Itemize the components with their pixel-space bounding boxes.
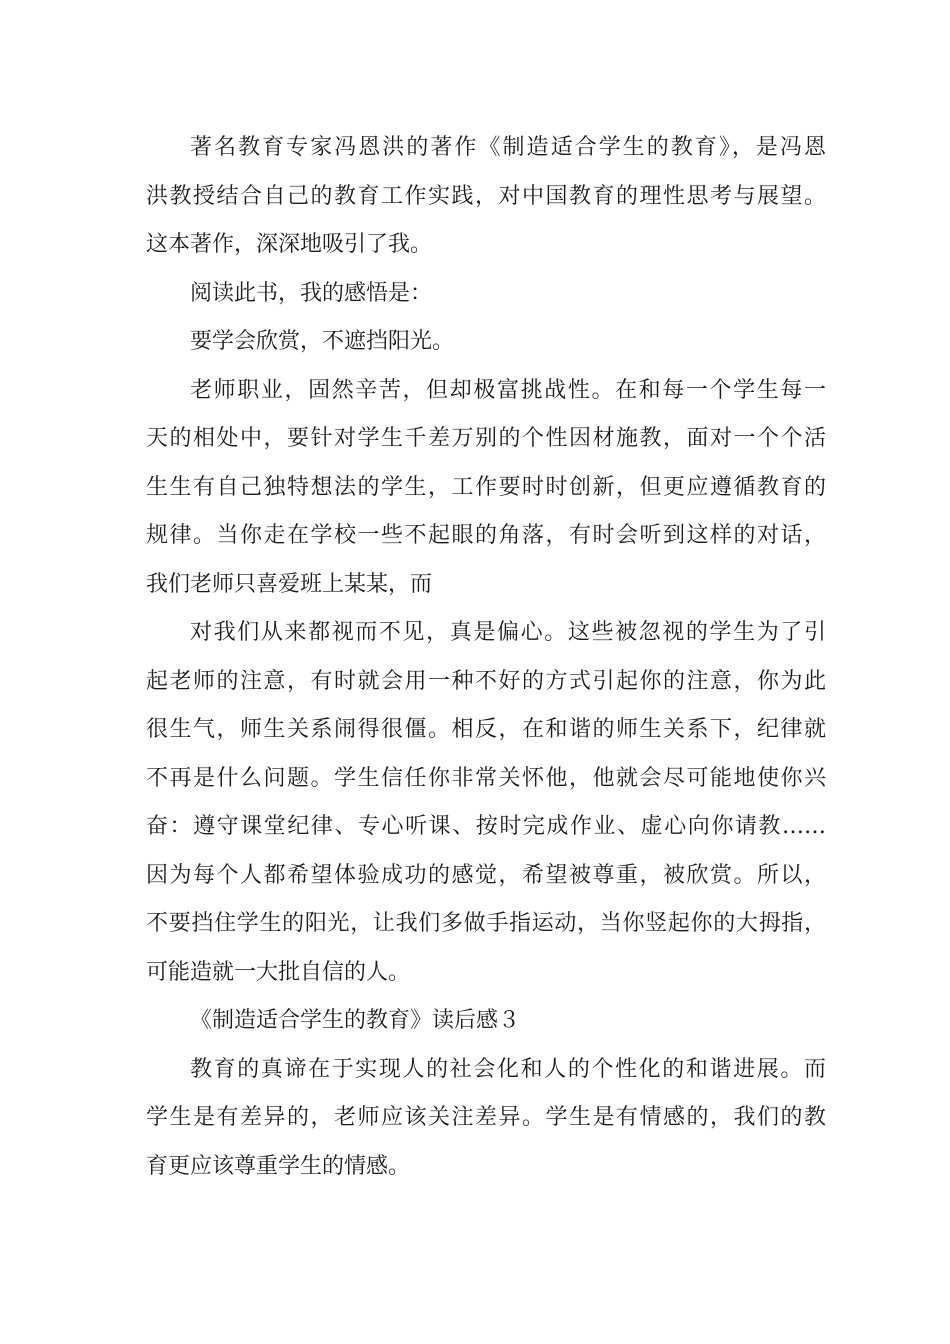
paragraph-ignored-students: [146, 609, 826, 997]
text-line: 育更应该尊重学生的情感。: [146, 1153, 411, 1179]
text-line: 奋：遵守课堂纪律、专心听课、按时完成作业、虚心向你请教……: [146, 814, 826, 839]
text-line: 生生有自己独特想法的学生，工作要时时创新，但更应遵循教育的: [146, 474, 826, 500]
text-line: 规律。当你走在学校一些不起眼的角落，有时会听到这样的对话，: [146, 523, 826, 548]
paragraph-intro: [146, 124, 826, 270]
text-line: 《制造适合学生的教育》读后感３: [190, 1008, 521, 1033]
paragraph-teacher-career: [146, 367, 826, 610]
text-line: 这本著作，深深地吸引了我。: [146, 232, 433, 257]
text-line: 著名教育专家冯恩洪的著作《制造适合学生的教育》，是冯恩: [190, 135, 826, 160]
text-line: 天的相处中，要针对学生千差万别的个性因材施教，面对一个个活: [146, 426, 826, 451]
text-line: 我们老师只喜爱班上某某，而: [146, 571, 433, 597]
text-line: 学生是有差异的，老师应该关注差异。学生是有情感的，我们的教: [146, 1105, 826, 1130]
text-line: 洪教授结合自己的教育工作实践，对中国教育的理性思考与展望。: [146, 183, 826, 209]
paragraph-essence-of-education: [146, 1046, 826, 1192]
paragraph-heading-appreciate: [146, 318, 826, 367]
text-line: 起老师的注意，有时就会用一种不好的方式引起你的注意，你为此: [146, 668, 826, 694]
text-line: 对我们从来都视而不见，真是偏心。这些被忽视的学生为了引: [190, 620, 826, 645]
text-line: 阅读此书，我的感悟是：: [190, 280, 433, 306]
text-line: 要学会欣赏，不遮挡阳光。: [190, 329, 455, 354]
document-body: [146, 124, 826, 1191]
text-line: 教育的真谛在于实现人的社会化和人的个性化的和谐进展。而: [190, 1056, 826, 1082]
paragraph-insight-lead: [146, 270, 826, 319]
text-line: 因为每个人都希望体验成功的感觉，希望被尊重，被欣赏。所以，: [146, 862, 826, 888]
text-line: 可能造就一大批自信的人。: [146, 959, 411, 985]
text-line: 不再是什么问题。学生信任你非常关怀他，他就会尽可能地使你兴: [146, 765, 826, 791]
section-title: [146, 997, 826, 1046]
text-line: 老师职业，固然辛苦，但却极富挑战性。在和每一个学生每一: [190, 377, 826, 403]
text-line: 很生气，师生关系闹得很僵。相反，在和谐的师生关系下，纪律就: [146, 717, 826, 742]
text-line: 不要挡住学生的阳光，让我们多做手指运动，当你竖起你的大拇指，: [146, 911, 826, 936]
